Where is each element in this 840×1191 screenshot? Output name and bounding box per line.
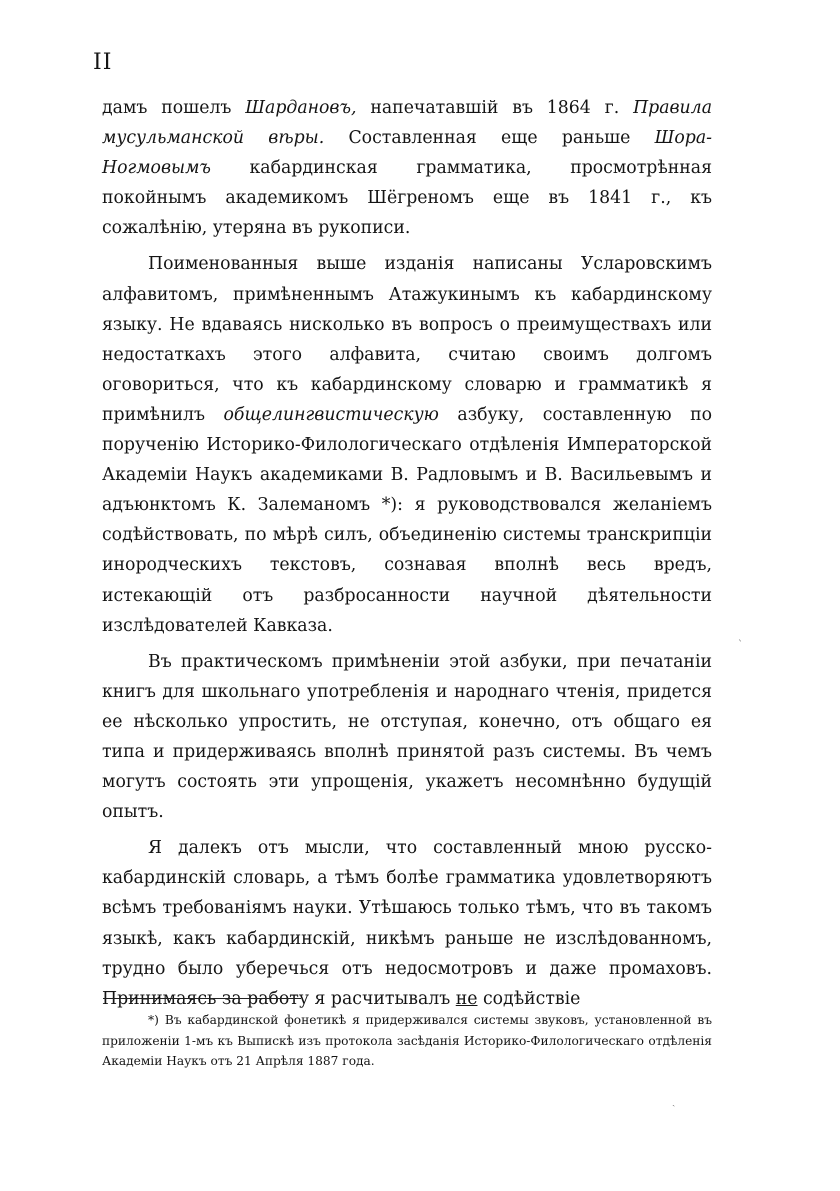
italic-name-shardanov: Шардановъ, bbox=[245, 98, 357, 118]
footnote-marker: *) bbox=[148, 1013, 159, 1027]
paragraph-2 bbox=[102, 249, 712, 640]
paragraph-3 bbox=[102, 647, 712, 828]
footnote-text: Въ кабардинской фонетикѣ я придерживался системы звуковъ, установленной въ приложеніи 1-мъ къ Выпискѣ изъ протокола засѣданія Историко-Филологическаго отдѣленія Академіи Наукъ отъ 21 Апрѣля 1887 года. bbox=[102, 1013, 712, 1068]
page-number: II bbox=[93, 50, 113, 75]
text-run: содѣйствіе bbox=[477, 988, 581, 1009]
footnote-separator bbox=[103, 998, 301, 999]
text-run: дамъ пошелъ bbox=[102, 98, 246, 118]
underlined-word: не bbox=[455, 988, 478, 1009]
text-run: Поименованныя выше изданія написаны Усларовскимъ алфавитомъ, примѣненнымъ Атажукинымъ къ кабардинскому языку. Не вдаваясь нисколько въ вопросъ о преимуществахъ или недостаткахъ этого алфавита, считаю своимъ долгомъ оговориться, что къ кабардинскому словарю и грамматикѣ я примѣнилъ bbox=[102, 254, 712, 425]
scan-speck: ˋ bbox=[738, 640, 743, 651]
italic-book-title: Правила мусульманской вѣры. bbox=[102, 98, 712, 149]
paragraph-1 bbox=[102, 93, 712, 243]
italic-term: общелингвистическую bbox=[223, 404, 439, 425]
text-run: Я далекъ отъ мысли, что составленный мною русско-кабардинскій словарь, а тѣмъ болѣе грамматика удовлетворяютъ всѣмъ требованіямъ науки. Утѣшаюсь только тѣмъ, что въ такомъ языкѣ, какъ кабардинскій, никѣмъ раньше не изслѣдованномъ, трудно было уберечься отъ недосмотровъ и даже промаховъ. Принимаясь за работу я расчитывалъ bbox=[102, 838, 712, 1009]
footnote-reference[interactable]: *) bbox=[381, 495, 398, 516]
main-text bbox=[102, 93, 712, 1020]
text-run: Составленная еще раньше bbox=[324, 128, 655, 149]
italic-name-shora-nogmov: Шора-Ногмовымъ bbox=[102, 128, 712, 179]
text-run: кабардинская грамматика, просмотрѣнная покойнымъ академикомъ Шёгреномъ еще въ 1841 г., къ сожалѣнію, утеряна въ рукописи. bbox=[102, 158, 712, 239]
text-run: Въ практическомъ примѣненіи этой азбуки, при печатаніи книгъ для школьнаго употребленія и народнаго чтенія, придется ее нѣсколько упростить, не отступая, конечно, отъ общаго ея типа и придерживаясь вполнѣ принятой разъ системы. Въ чемъ могутъ состоять эти упрощенія, укажетъ несомнѣнно будущій опытъ. bbox=[102, 651, 712, 823]
text-run: : я руководствовался желаніемъ содѣйствовать, по мѣрѣ силъ, объединенію системы транскрипціи инородческихъ текстовъ, сознавая вполнѣ весь вредъ, истекающій отъ разбросанности научной дѣятельности изслѣдователей Кавказа. bbox=[102, 495, 712, 636]
text-run: напечатавшій въ 1864 г. bbox=[356, 98, 634, 118]
text-run: азбуку, составленную по порученію Историко-Филологическаго отдѣленія Императорской Академіи Наукъ академиками В. Радловымъ и В. Васильевымъ и адъюнктомъ К. Залеманомъ bbox=[102, 404, 712, 516]
scan-speck: ˎ bbox=[672, 1096, 676, 1107]
paragraph-4 bbox=[102, 833, 712, 1014]
footnote bbox=[102, 1010, 712, 1072]
